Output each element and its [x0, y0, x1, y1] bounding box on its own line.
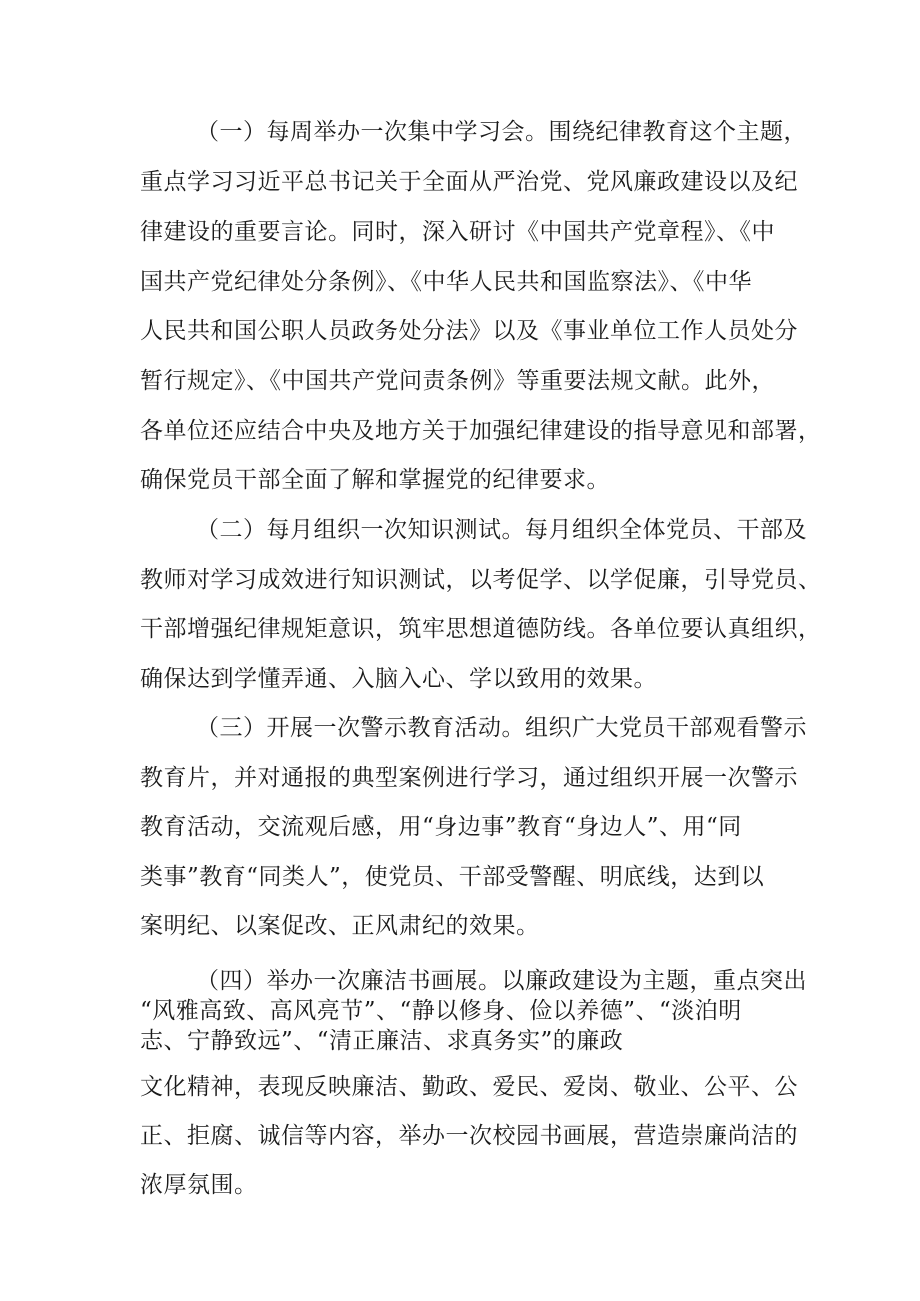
- paragraph-1-line-7: 各单位还应结合中央及地方关于加强纪律建设的指导意见和部署，: [140, 418, 822, 444]
- paragraph-1-line-6: 暂行规定》、《中国共产党问责条例》等重要法规文献。此外，: [140, 368, 775, 394]
- paragraph-2-line-3: 干部增强纪律规矩意识，筑牢思想道德防线。各单位要认真组织，: [140, 616, 822, 642]
- paragraph-1-line-4: 国共产党纪律处分条例》、《中华人民共和国监察法》、《中华: [140, 269, 752, 295]
- paragraph-1-line-2: 重点学习习近平总书记关于全面从严治党、党风廉政建设以及纪: [140, 169, 798, 195]
- paragraph-1-line-5: 人民共和国公职人员政务处分法》以及《事业单位工作人员处分: [140, 318, 798, 344]
- paragraph-4-line-2: “风雅高致、高风亮节”、“静以修身、俭以养德”、“淡泊明: [140, 998, 742, 1024]
- paragraph-4-line-3: 志、宁静致远”、“清正廉洁、求真务实”的廉政: [140, 1028, 624, 1054]
- paragraph-4-line-6: 浓厚氛围。: [140, 1172, 258, 1198]
- paragraph-2-line-1: （二）每月组织一次知识测试。每月组织全体党员、干部及: [196, 517, 807, 543]
- paragraph-3-line-2: 教育片，并对通报的典型案例进行学习，通过组织开展一次警示: [140, 765, 798, 791]
- paragraph-1-line-8: 确保党员干部全面了解和掌握党的纪律要求。: [140, 467, 610, 493]
- paragraph-3-line-1: （三）开展一次警示教育活动。组织广大党员干部观看警示: [196, 715, 807, 741]
- paragraph-4-line-1: （四）举办一次廉洁书画展。以廉政建设为主题，重点突出: [196, 968, 807, 994]
- paragraph-3-line-5: 案明纪、以案促改、正风肃纪的效果。: [140, 913, 540, 939]
- paragraph-3-line-3: 教育活动，交流观后感，用“身边事”教育“身边人”、用“同: [140, 814, 742, 840]
- paragraph-4-line-4: 文化精神，表现反映廉洁、勤政、爱民、爱岗、敬业、公平、公: [140, 1074, 798, 1100]
- paragraph-2-line-2: 教师对学习成效进行知识测试，以考促学、以学促廉，引导党员、: [140, 567, 822, 593]
- paragraph-2-line-4: 确保达到学懂弄通、入脑入心、学以致用的效果。: [140, 666, 657, 692]
- paragraph-4-line-5: 正、拒腐、诚信等内容，举办一次校园书画展，营造崇廉尚洁的: [140, 1123, 798, 1149]
- paragraph-1-line-3: 律建设的重要言论。同时，深入研讨《中国共产党章程》、《中: [140, 219, 775, 245]
- paragraph-1-line-1: （一）每周举办一次集中学习会。围绕纪律教育这个主题，: [196, 119, 807, 145]
- paragraph-3-line-4: 类事”教育“同类人”，使党员、干部受警醒、明底线，达到以: [140, 864, 765, 890]
